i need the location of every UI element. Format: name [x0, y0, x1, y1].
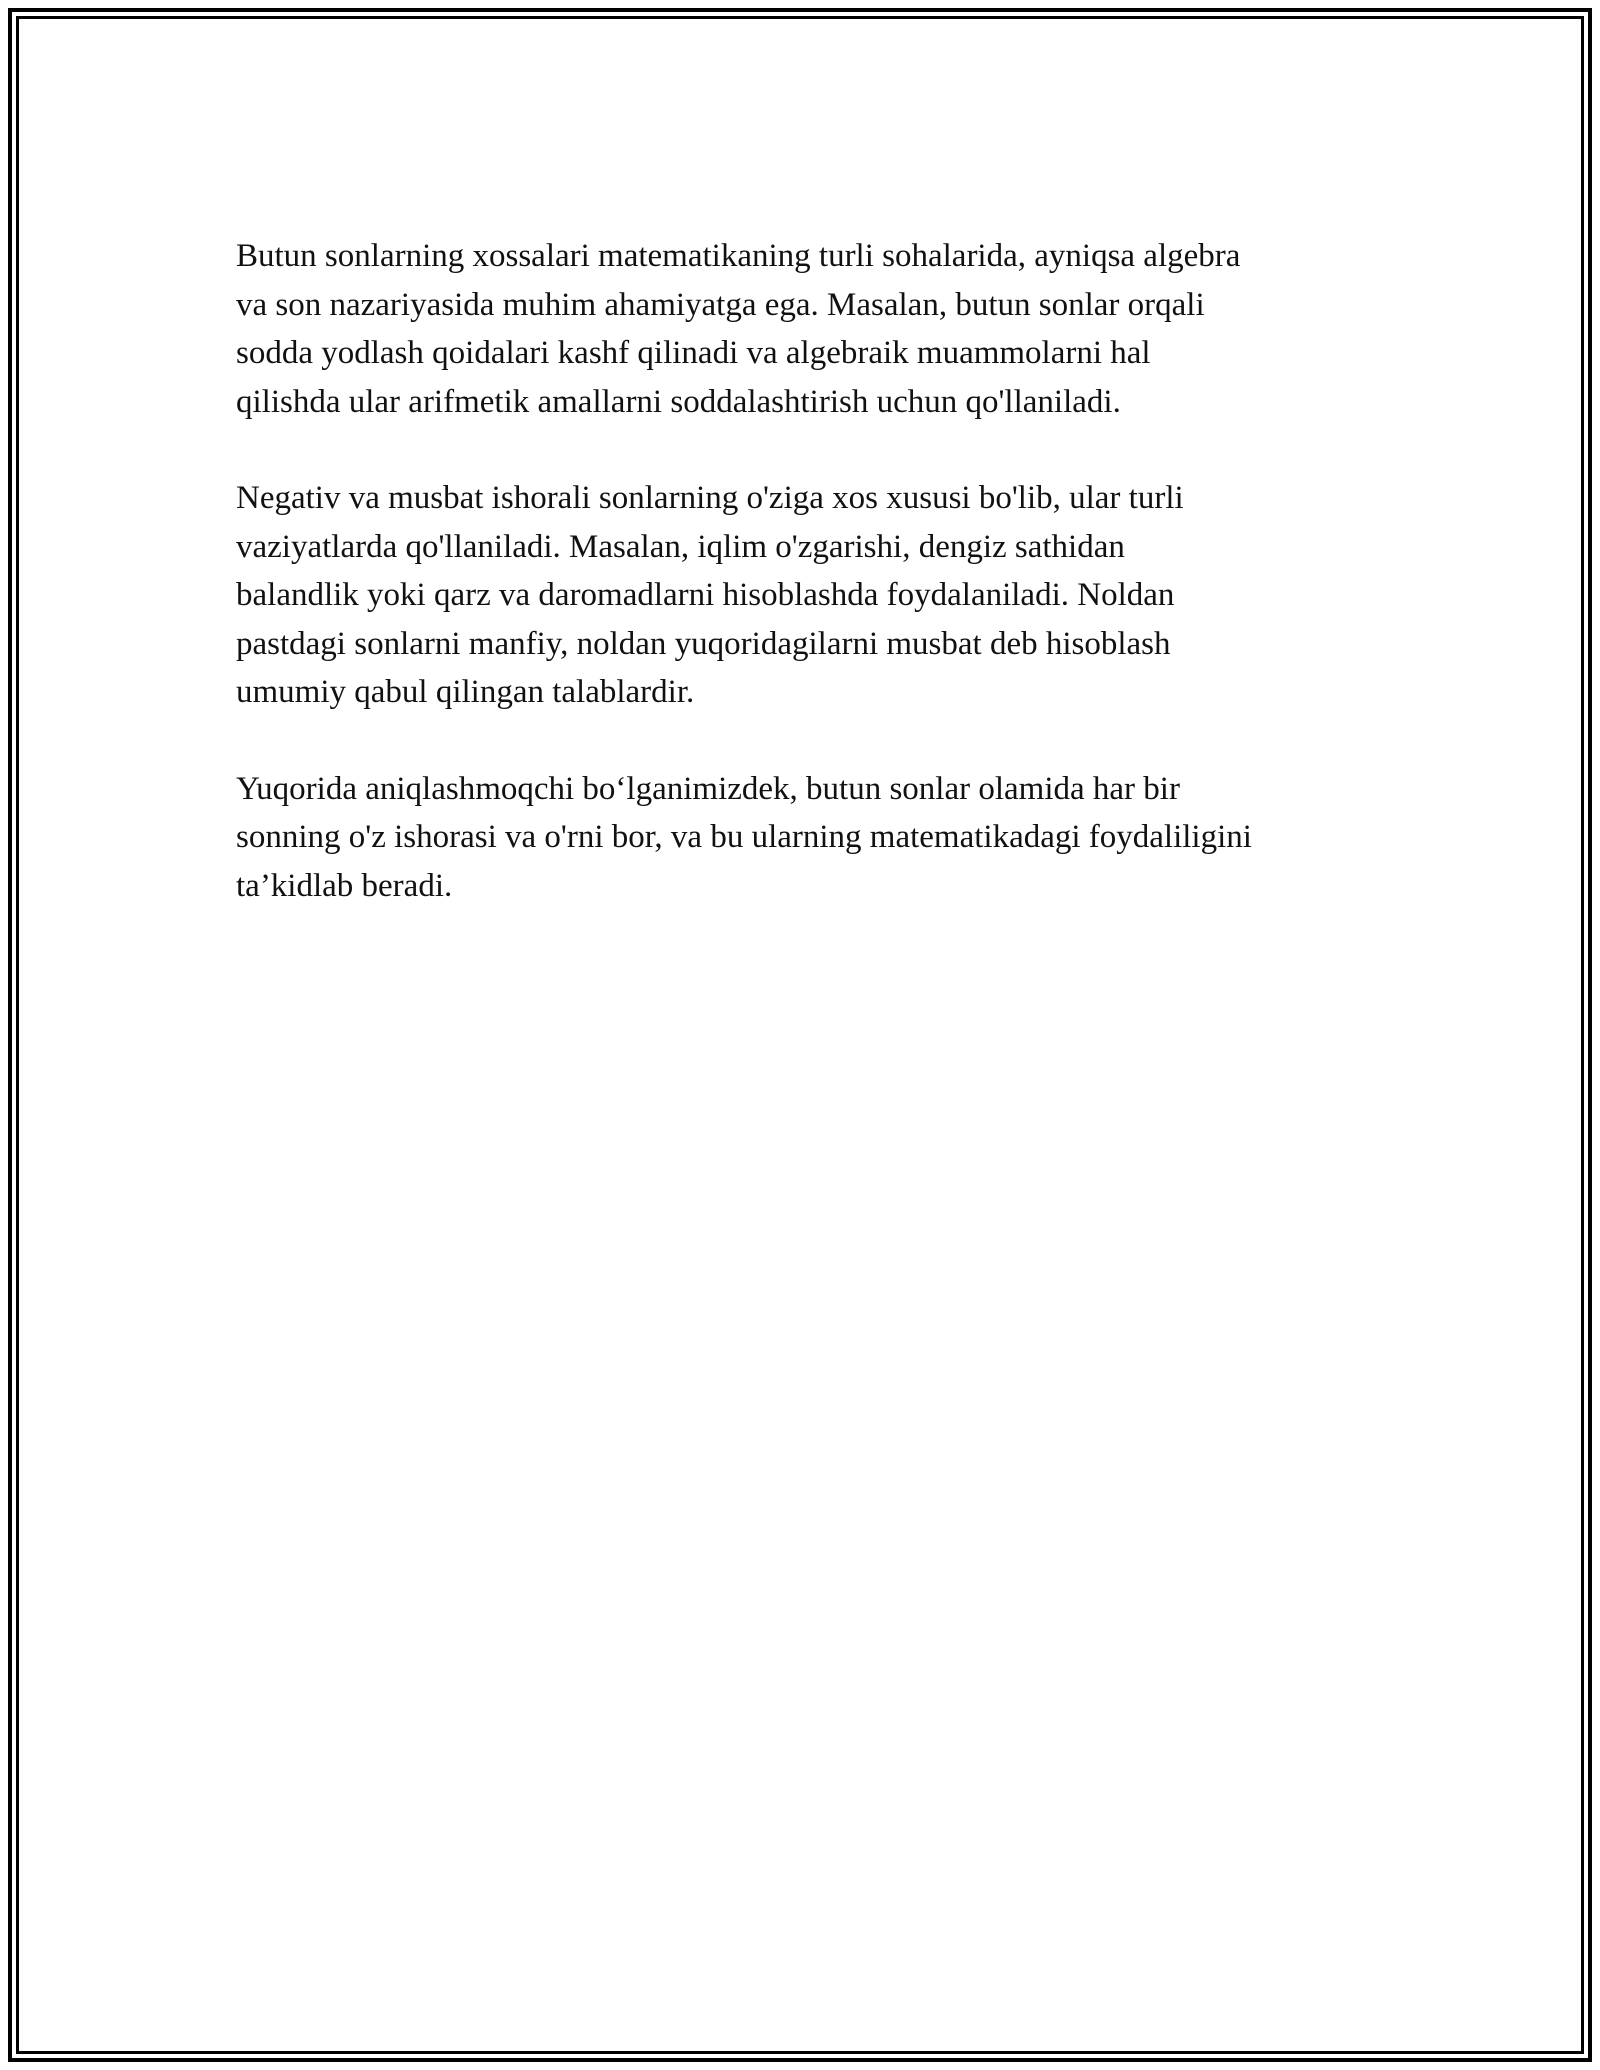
- paragraph-conclusion: Yuqorida aniqlashmoqchi bo‘lganimizdek, butun sonlar olamida har bir sonning o'z ishorasi va o'rni bor, va bu ularning matematikadagi foydaliligini ta’kidlab beradi.: [236, 770, 1252, 904]
- document-body: [236, 232, 1386, 958]
- paragraph-integer-properties: Butun sonlarning xossalari matematikaning turli sohalarida, ayniqsa algebra va son nazariyasida muhim ahamiyatga ega. Masalan, butun sonlar orqali sodda yodlash qoidalari kashf qilinadi va algebraik muammolarni hal qilishda ular arifmetik amallarni soddalashtirish uchun qo'llaniladi.: [236, 238, 1241, 420]
- paragraph-negative-positive-numbers: Negativ va musbat ishorali sonlarning o'ziga xos xususi bo'lib, ular turli vaziyatlarda qo'llaniladi. Masalan, iqlim o'zgarishi, dengiz sathidan balandlik yoki qarz va daromadlarni hisoblashda foydalaniladi. Noldan pastdagi sonlarni manfiy, noldan yuqoridagilarni musbat deb hisoblash umumiy qabul qilingan talablardir.: [236, 480, 1184, 710]
